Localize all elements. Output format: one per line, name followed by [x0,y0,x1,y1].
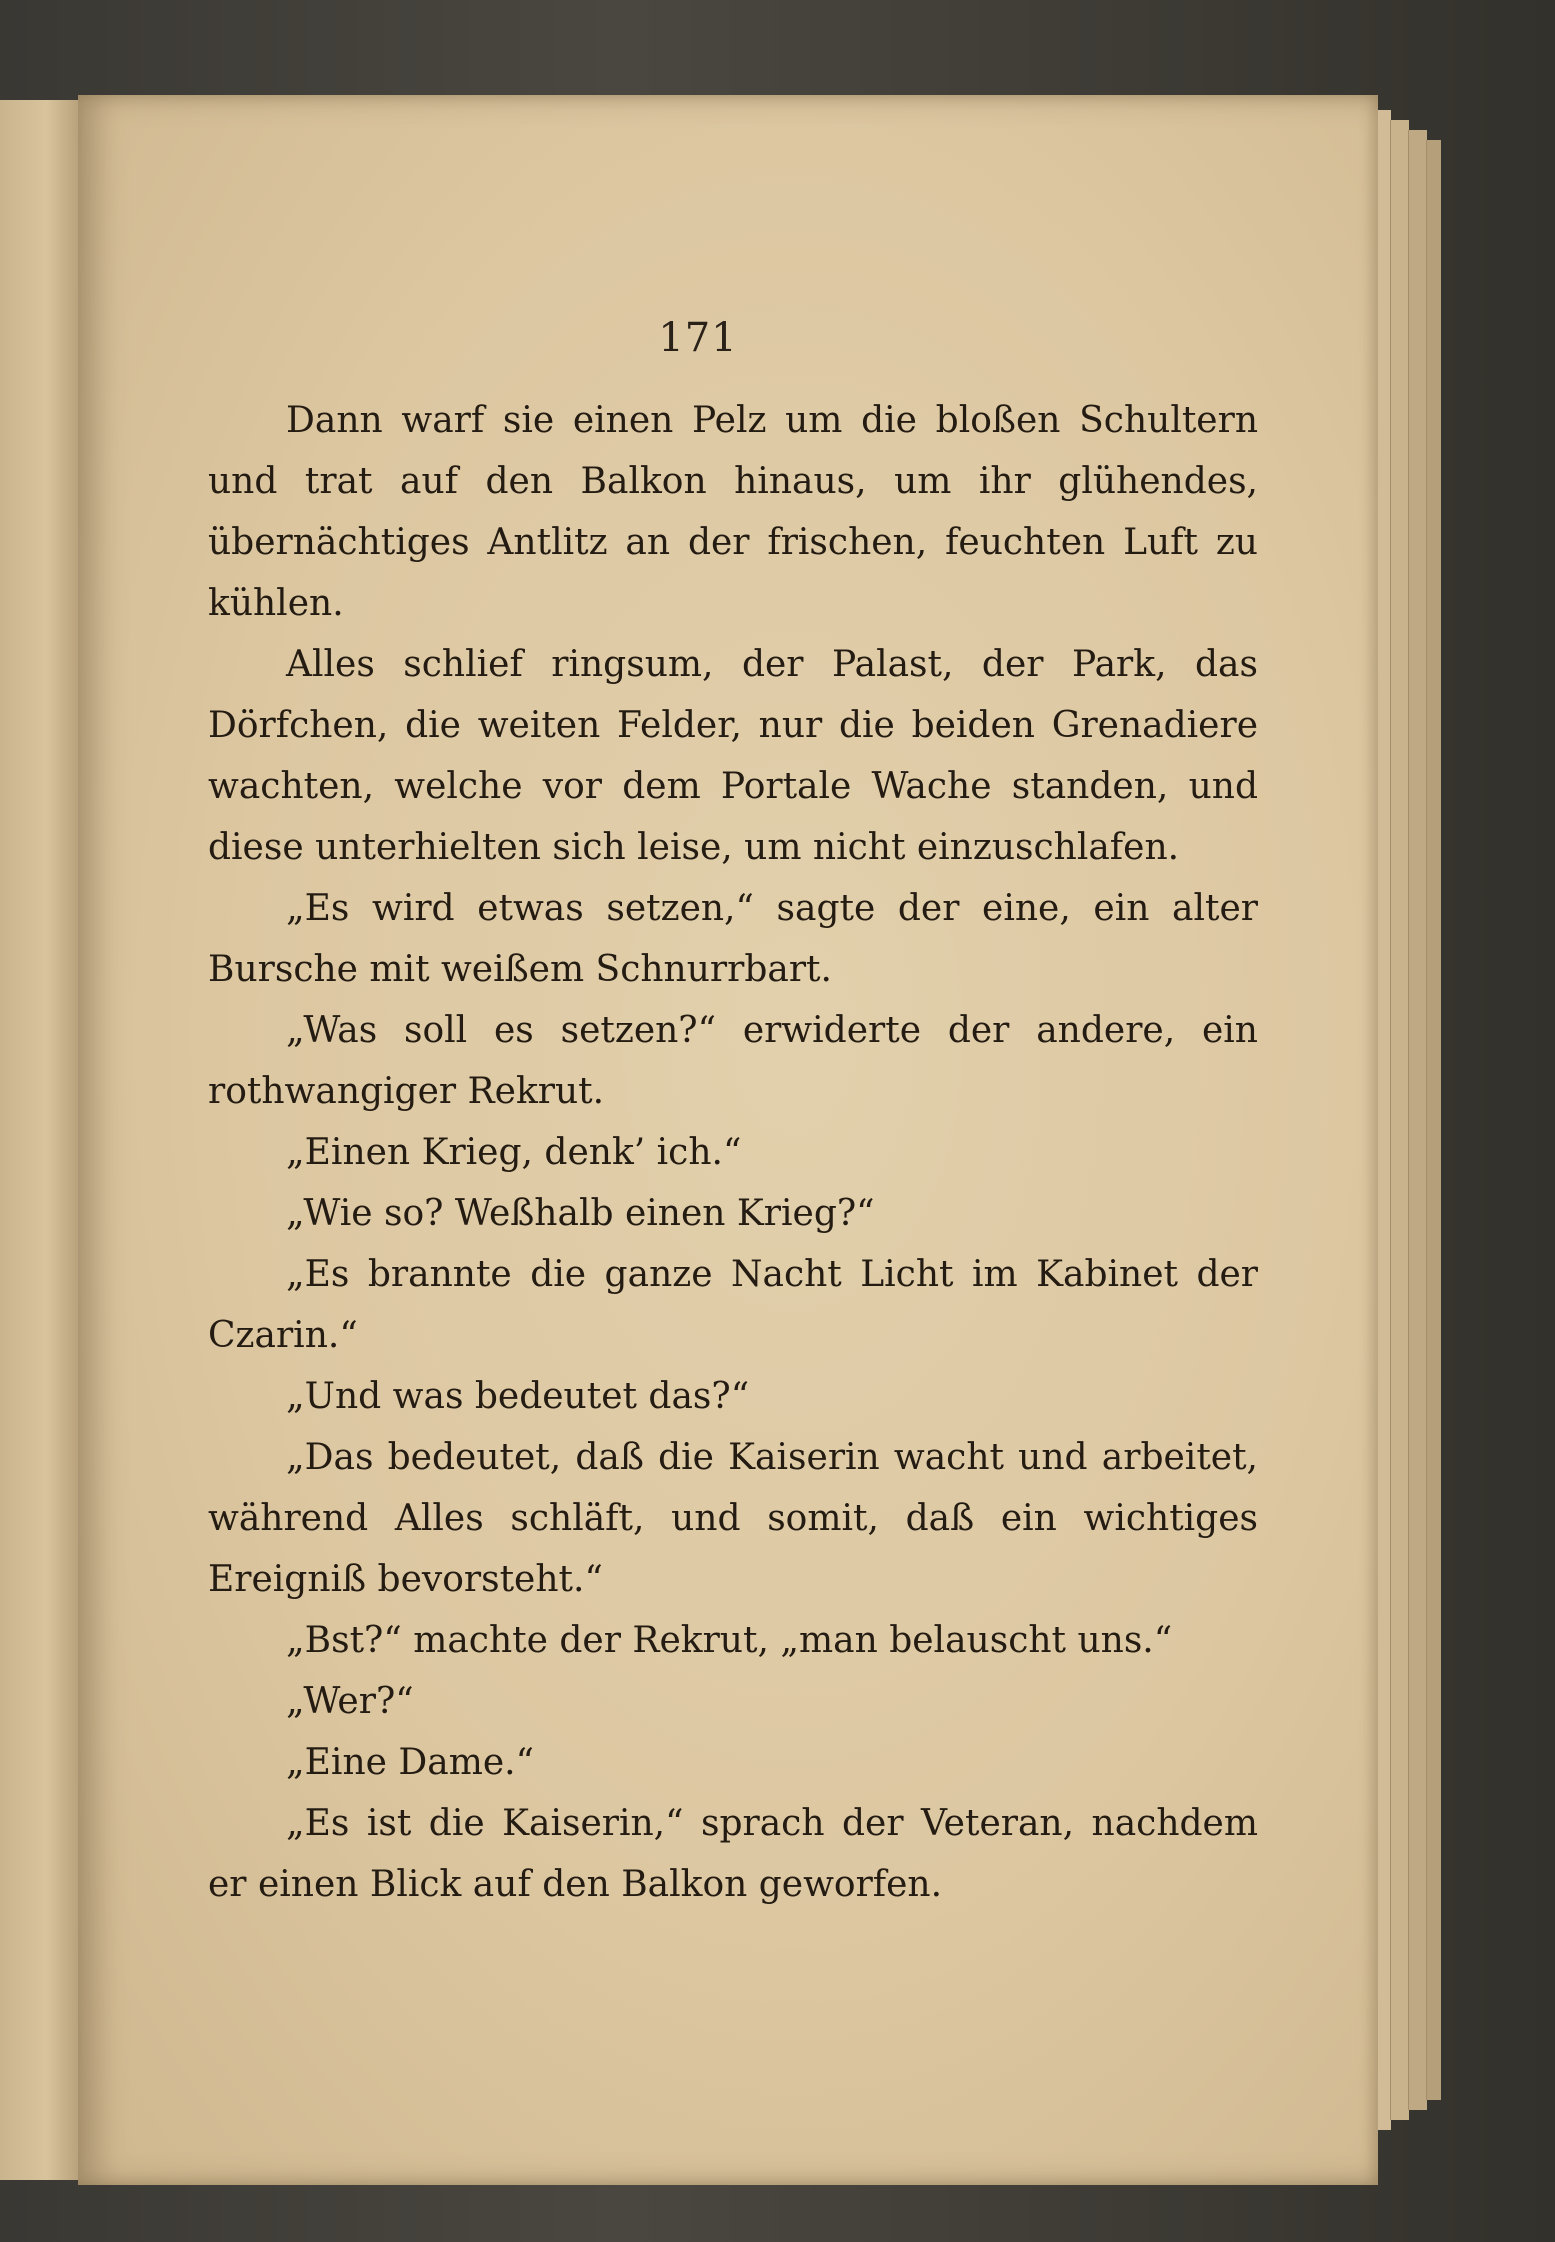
paragraph: „Was soll es setzen?“ erwiderte der andere, ein rothwangiger Rekrut. [208,1010,1258,1112]
paragraph: „Wer?“ [286,1681,414,1722]
paragraph: „Einen Krieg, denk’ ich.“ [286,1132,742,1173]
paragraph: „Wie so? Weßhalb einen Krieg?“ [286,1193,875,1234]
paragraph: „Es wird etwas setzen,“ sagte der eine, ein alter Bursche mit weißem Schnurrbart. [208,888,1258,990]
paragraph: „Es brannte die ganze Nacht Licht im Kabinet der Czarin.“ [208,1254,1258,1356]
paragraph: „Bst?“ machte der Rekrut, „man belauscht uns.“ [286,1620,1173,1661]
paragraph: „Eine Dame.“ [286,1742,534,1783]
page-body-text [208,390,1258,1915]
page-stack-edge [1426,140,1441,2100]
paragraph: „Und was bedeutet das?“ [286,1376,750,1417]
paragraph: „Das bedeutet, daß die Kaiserin wacht und arbeitet, während Alles schläft, und somit, daß ein wichtiges Ereigniß bevorsteht.“ [208,1437,1258,1600]
paragraph: „Es ist die Kaiserin,“ sprach der Veteran, nachdem er einen Blick auf den Balkon geworfen. [208,1803,1258,1905]
paragraph: Alles schlief ringsum, der Palast, der Park, das Dörfchen, die weiten Felder, nur die beiden Grenadiere wachten, welche vor dem Portale Wache standen, und diese unterhielten sich leise, um nicht einzuschlafen. [208,644,1258,868]
previous-page-edge [0,100,81,2180]
paragraph: Dann warf sie einen Pelz um die bloßen Schultern und trat auf den Balkon hinaus, um ihr glühendes, übernächtiges Antlitz an der frischen, feuchten Luft zu kühlen. [208,400,1258,624]
page-stack-edge [1408,130,1427,2110]
book-page [78,95,1378,2185]
page-stack-edge [1390,120,1409,2120]
page-number: 171 [658,315,738,361]
